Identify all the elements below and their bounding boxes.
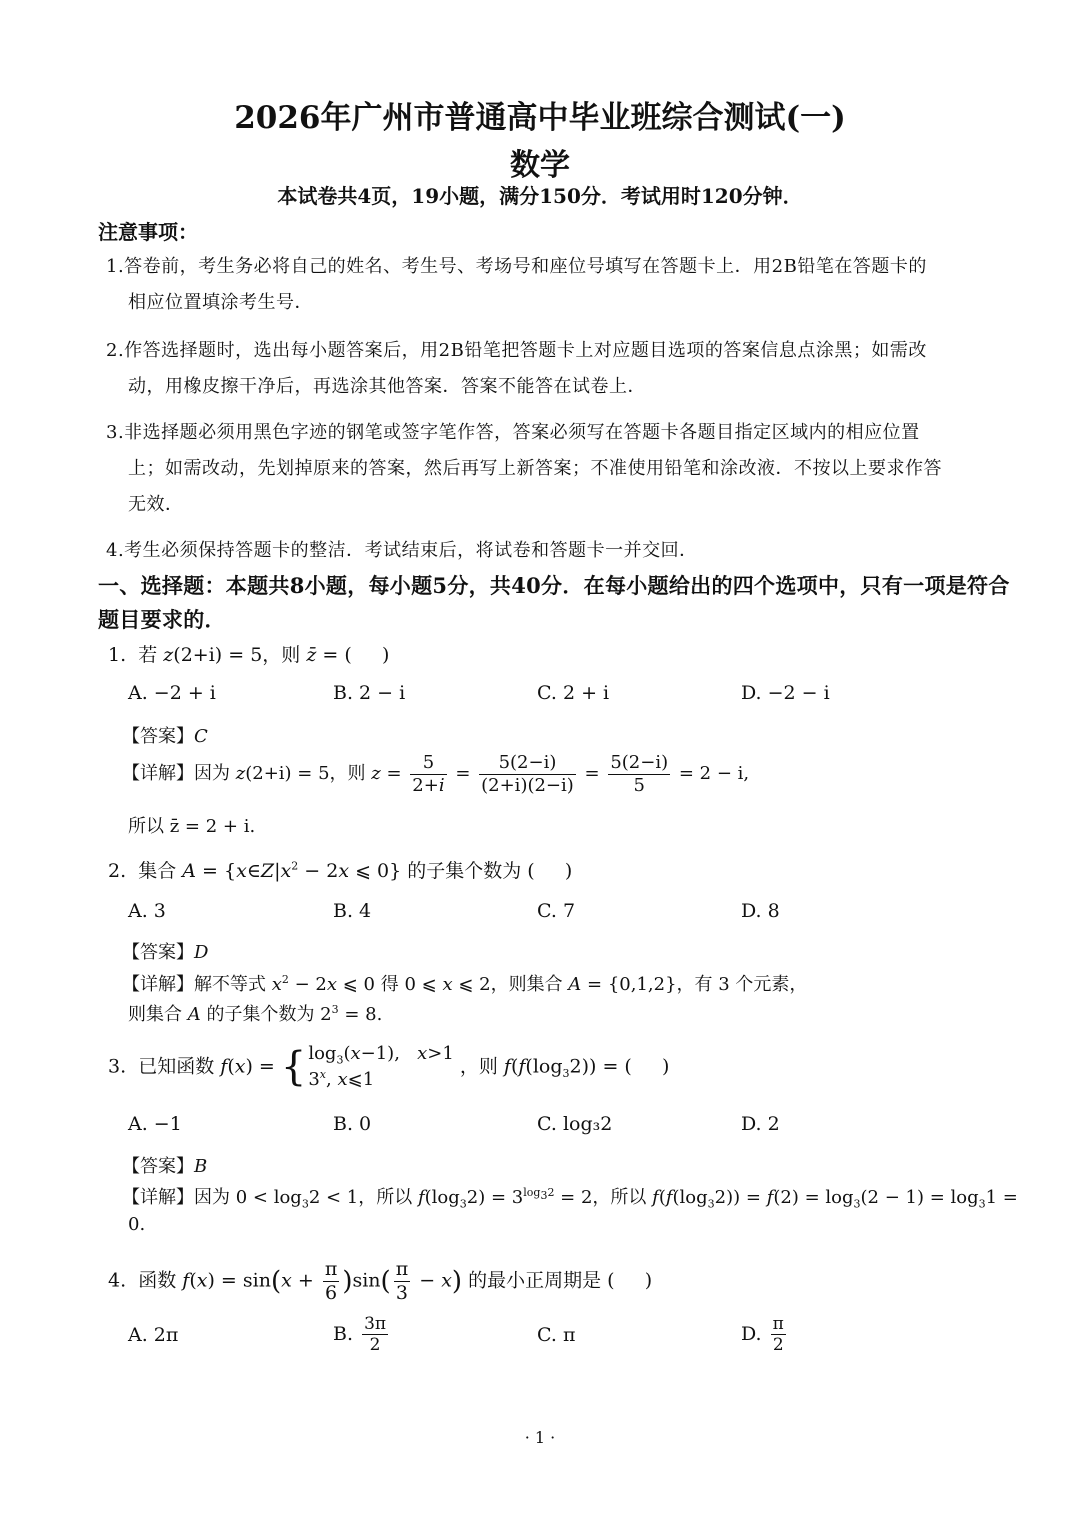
question-3-detail: 【详解】因为 $0 < \log_32 < 1$，所以 $f(\log_32) = 3^{log_32} = 2$，所以 $f(f(\log_32)) = f(2) = \log_3(2 - 1) = \log_31$ = — [122, 1186, 1018, 1211]
question-3-option-b: B. 0 — [333, 1113, 372, 1135]
question-1-option-d: D. −2 − i — [741, 682, 830, 704]
question-1-option-a: A. −2 + i — [128, 682, 216, 704]
notice-heading: 注意事项： — [98, 220, 198, 244]
notice-item-1-line-2: 相应位置填涂考生号． — [128, 292, 313, 313]
question-2-option-d: D. 8 — [741, 900, 780, 922]
section-heading-line-1: 一、选择题：本题共8小题，每小题5分，共40分．在每小题给出的四个选项中，只有一项是符合 — [98, 573, 1010, 598]
question-1-stem: 1. 若 z(2+i) = 5，则 z̄ = ( ) — [108, 644, 390, 666]
notice-item-2-line-1: 2.作答选择题时，选出每小题答案后，用2B铅笔把答题卡上对应题目选项的答案信息点涂黑；如需改 — [106, 340, 927, 361]
subject-title: 数学 — [510, 148, 570, 183]
question-4-option-c: C. π — [537, 1324, 576, 1346]
question-2-detail-line-2: 则集合 A 的子集个数为 $2^3 = 8$. — [128, 1003, 383, 1025]
section-heading-line-2: 题目要求的． — [98, 607, 226, 632]
question-1-option-b: B. 2 − i — [333, 682, 406, 704]
exam-info: 本试卷共4页，19小题，满分150分．考试用时120分钟． — [277, 184, 803, 208]
notice-item-4-line-1: 4.考生必须保持答题卡的整洁．考试结束后，将试卷和答题卡一并交回． — [106, 540, 698, 561]
question-4-option-d: D. $\frac{\pi}{2}$ — [741, 1314, 784, 1356]
question-3-answer: 【答案】B — [122, 1156, 208, 1177]
question-2-option-a: A. 3 — [128, 900, 166, 922]
notice-item-1-line-1: 1.答卷前，考生务必将自己的姓名、考生号、考场号和座位号填写在答题卡上．用2B铅笔在答题卡的 — [106, 256, 927, 277]
question-1-detail-line-2: 所以 z̄ = 2 + i. — [128, 816, 256, 837]
question-1-answer: 【答案】C — [122, 726, 208, 747]
question-3-detail-line-2: 0. — [128, 1214, 146, 1235]
notice-item-3-line-1: 3.非选择题必须用黑色字迹的钢笔或签字笔作答，答案必须写在答题卡各题目指定区域内的相应位置 — [106, 422, 920, 443]
question-3-option-c: C. log₃2 — [537, 1113, 613, 1135]
notice-item-3-line-3: 无效． — [128, 494, 184, 515]
notice-item-2-line-2: 动，用橡皮擦干净后，再选涂其他答案．答案不能答在试卷上． — [128, 376, 646, 397]
notice-item-3-line-2: 上；如需改动，先划掉原来的答案，然后再写上新答案；不准使用铅笔和涂改液．不按以上要求作答 — [128, 458, 942, 479]
question-4-option-b: B. $\frac{3\pi}{2}$ — [333, 1314, 387, 1356]
question-2-answer: 【答案】D — [122, 942, 209, 963]
page-number: · 1 · — [524, 1428, 556, 1447]
question-1-option-c: C. 2 + i — [537, 682, 610, 704]
question-4-option-a: A. 2π — [128, 1324, 179, 1346]
question-3-option-d: D. 2 — [741, 1113, 780, 1135]
exam-title: 2026年广州市普通高中毕业班综合测试(一) — [234, 100, 846, 136]
question-2-stem: 2. 集合 $A = \{x\in Z|x^2 - 2x$ ⩽ 0} 的子集个数为 ( ) — [108, 859, 573, 882]
question-3-stem: 3. 已知函数 f(x) = { $\log_3(x-1)$, x>1 3$^x$, x⩽1 ，则 $f(f(\log_32))$ = ( ) — [108, 1043, 670, 1091]
question-2-option-b: B. 4 — [333, 900, 372, 922]
question-1-detail: 【详解】因为 z(2+i) = 5，则 z = $\frac{5}{2+i}$ = $\frac{5(2-i)}{(2+i)(2-i)}$ = $\frac{5(2-i)}{5}$ = 2 − i, — [122, 752, 750, 796]
question-4-stem: 4. 函数 f(x) = sin(x + $\frac{\pi}{6}$ )sin( $\frac{\pi}{3}$ − x) 的最小正周期是 ( ) — [108, 1258, 653, 1304]
question-2-option-c: C. 7 — [537, 900, 576, 922]
question-2-detail: 【详解】解不等式 $x^2 - 2x$ ⩽ 0 得 0 ⩽ x ⩽ 2，则集合 A = {0,1,2}，有 3 个元素， — [122, 973, 808, 995]
question-3-option-a: A. −1 — [128, 1113, 182, 1135]
